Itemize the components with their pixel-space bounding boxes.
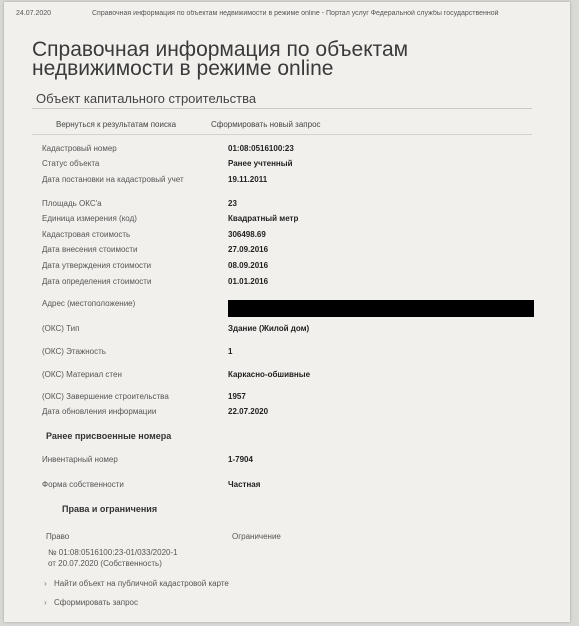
field-value: Каркасно-обшивные	[228, 370, 311, 379]
field-inventory-number	[4, 455, 570, 467]
field-cadastral-value	[4, 230, 570, 242]
field-label: Дата обновления информации	[42, 407, 157, 416]
print-page-title: Справочная информация по объектам недвижимости в режиме online - Портал услуг Федеральной службы государственной	[92, 10, 499, 17]
field-value: 01.01.2016	[228, 277, 269, 286]
field-value: Здание (Жилой дом)	[228, 324, 310, 333]
field-floors	[4, 347, 570, 359]
field-value: 08.09.2016	[228, 261, 269, 270]
field-wall-material	[4, 370, 570, 382]
field-ownership-form	[4, 480, 570, 492]
print-date: 24.07.2020	[16, 10, 52, 17]
link-label: Найти объект на публичной кадастровой карте	[54, 579, 229, 588]
field-update-date	[4, 407, 570, 419]
page-title: Справочная информация по объектам недвижимости в режиме online	[32, 38, 409, 80]
field-label: Форма собственности	[42, 480, 124, 489]
divider	[32, 108, 532, 109]
link-label: Сформировать запрос	[54, 598, 138, 607]
make-request-link[interactable]	[44, 598, 138, 607]
field-value: 27.09.2016	[228, 245, 269, 254]
field-value-approval-date	[4, 261, 570, 273]
actions-bar	[4, 120, 570, 132]
field-label: Инвентарный номер	[42, 455, 118, 464]
field-object-status	[4, 159, 570, 171]
redacted-address	[228, 300, 534, 317]
field-value: 23	[228, 199, 237, 208]
find-on-map-link[interactable]	[44, 579, 229, 588]
field-label: (ОКС) Тип	[42, 324, 80, 333]
field-label: Кадастровая стоимость	[42, 230, 131, 239]
field-label: Статус объекта	[42, 159, 100, 168]
field-value: Частная	[228, 480, 261, 489]
field-label: (ОКС) Материал стен	[42, 370, 122, 379]
field-value: 19.11.2011	[228, 175, 268, 184]
field-value-determination-date	[4, 277, 570, 289]
divider	[32, 134, 532, 135]
field-value: 1	[228, 347, 233, 356]
chevron-right-icon: ›	[44, 598, 47, 607]
document-page	[4, 2, 570, 622]
field-value-entry-date	[4, 245, 570, 257]
field-oks-type	[4, 324, 570, 336]
field-label: Адрес (местоположение)	[42, 299, 136, 308]
field-value: 01:08:0516100:23	[228, 144, 294, 153]
field-construction-completed	[4, 392, 570, 404]
field-value: Ранее учтенный	[228, 159, 293, 168]
rights-column-right: Право	[46, 532, 70, 541]
field-label: Площадь ОКС'а	[42, 199, 102, 208]
browser-print-header	[16, 10, 566, 22]
field-value: 1-7904	[228, 455, 253, 464]
field-label: Единица измерения (код)	[42, 214, 137, 223]
field-registration-date	[4, 175, 570, 187]
rights-table	[4, 532, 570, 602]
field-value: 1957	[228, 392, 246, 401]
field-label: Дата определения стоимости	[42, 277, 152, 286]
new-request-link[interactable]: Сформировать новый запрос	[211, 120, 321, 129]
rights-heading: Права и ограничения	[62, 504, 158, 514]
rights-entry-date: от 20.07.2020 (Собственность)	[48, 559, 162, 568]
chevron-right-icon: ›	[44, 579, 47, 588]
field-label: (ОКС) Этажность	[42, 347, 106, 356]
field-label: (ОКС) Завершение строительства	[42, 392, 169, 401]
back-to-results-link[interactable]: Вернуться к результатам поиска	[56, 120, 177, 129]
field-value: 22.07.2020	[228, 407, 269, 416]
field-unit	[4, 214, 570, 226]
field-label: Дата утверждения стоимости	[42, 261, 152, 270]
field-value: 306498.69	[228, 230, 266, 239]
section-title: Объект капитального строительства	[36, 91, 257, 106]
rights-entry-number: № 01:08:0516100:23-01/033/2020-1	[48, 548, 178, 557]
field-cadastral-number	[4, 144, 570, 156]
rights-column-restriction: Ограничение	[232, 532, 281, 541]
field-value: Квадратный метр	[228, 214, 299, 223]
field-label: Дата внесения стоимости	[42, 245, 138, 254]
prior-numbers-heading: Ранее присвоенные номера	[46, 431, 172, 441]
field-area	[4, 199, 570, 211]
field-label: Кадастровый номер	[42, 144, 117, 153]
field-label: Дата постановки на кадастровый учет	[42, 175, 184, 184]
